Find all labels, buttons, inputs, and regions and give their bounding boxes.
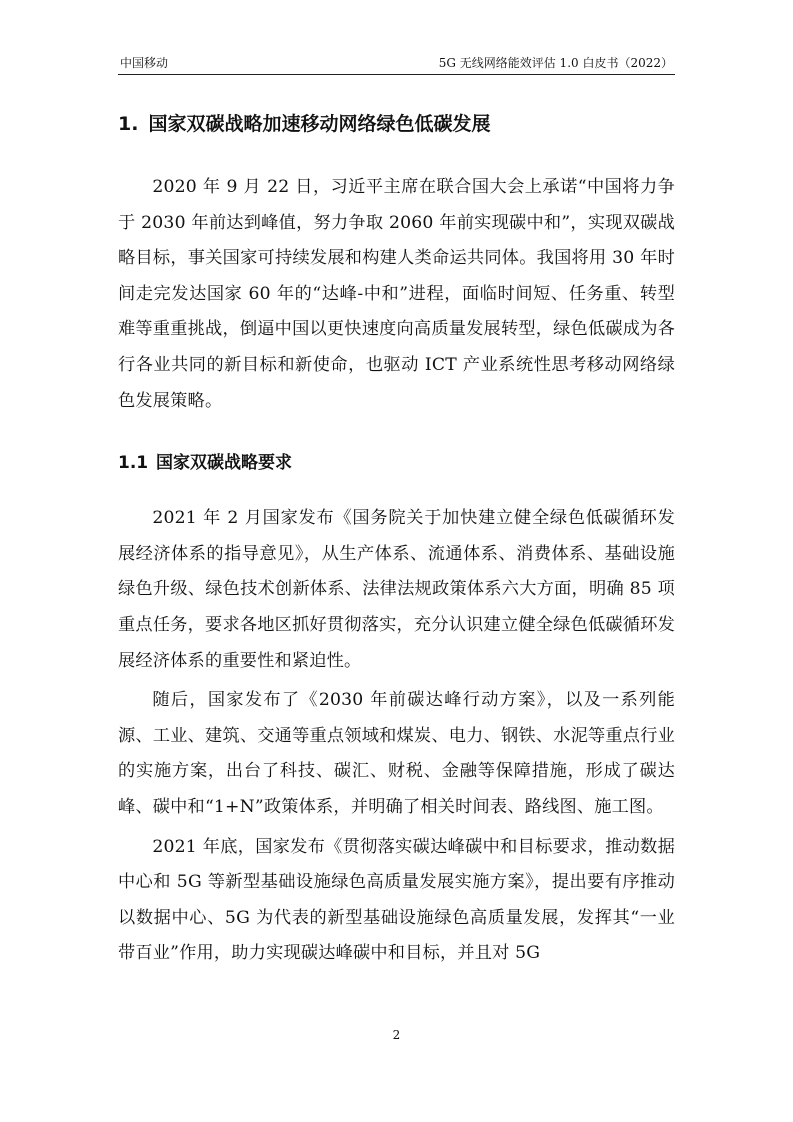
page-content (118, 104, 675, 972)
section-1-1-number: 1.1 (118, 453, 149, 474)
header-document-title: 5G 无线网络能效评估 1.0 白皮书（2022） (438, 56, 673, 70)
section-1-number: 1. (118, 113, 139, 135)
section-1-1-paragraph-2: 随后，国家发布了《2030 年前碳达峰行动方案》，以及一系列能源、工业、建筑、交通等重点领域和煤炭、电力、钢铁、水泥等重点行业的实施方案，出台了科技、碳汇、财税、金融等保障措施，形成了碳达峰、碳中和“1+N”政策体系，并明确了相关时间表、路线图、施工图。 (118, 690, 675, 817)
section-1-1-title: 国家双碳战略要求 (156, 453, 292, 474)
section-1-1-paragraph-1: 2021 年 2 月国家发布《国务院关于加快建立健全绿色低碳循环发展经济体系的指导意见》，从生产体系、流通体系、消费体系、基础设施绿色升级、绿色技术创新体系、法律法规政策体系六大方面，明确 85 项重点任务，要求各地区抓好贯彻落实，充分认识建立健全绿色低碳循环发展经济体系的重要性和紧迫性。 (118, 508, 675, 671)
section-1-paragraph: 2020 年 9 月 22 日，习近平主席在联合国大会上承诺“中国将力争于 2030 年前达到峰值，努力争取 2060 年前实现碳中和”，实现双碳战略目标，事关国家可持续发展和构建人类命运共同体。我国将用 30 年时间走完发达国家 60 年的“达峰-中和”进程，面临时间短、任务重、转型难等重重挑战，倒逼中国以更快速度向高质量发展转型，绿色低碳成为各行各业共同的新目标和新使命，也驱动 ICT 产业系统性思考移动网络绿色发展策略。 (118, 177, 675, 411)
header-organization: 中国移动 (120, 56, 169, 70)
section-1-title: 国家双碳战略加速移动网络绿色低碳发展 (148, 113, 491, 135)
page-number: 2 (392, 1028, 401, 1042)
section-1-1-heading (118, 447, 675, 479)
section-1-1-paragraph-3: 2021 年底，国家发布《贯彻落实碳达峰碳中和目标要求，推动数据中心和 5G 等新型基础设施绿色高质量发展实施方案》，提出要有序推动以数据中心、5G 为代表的新型基础设施绿色高质量发展，发挥其“一业带百业”作用，助力实现碳达峰碳中和目标，并且对 5G (118, 836, 675, 964)
page-header (118, 52, 675, 75)
section-1-heading (118, 104, 675, 144)
